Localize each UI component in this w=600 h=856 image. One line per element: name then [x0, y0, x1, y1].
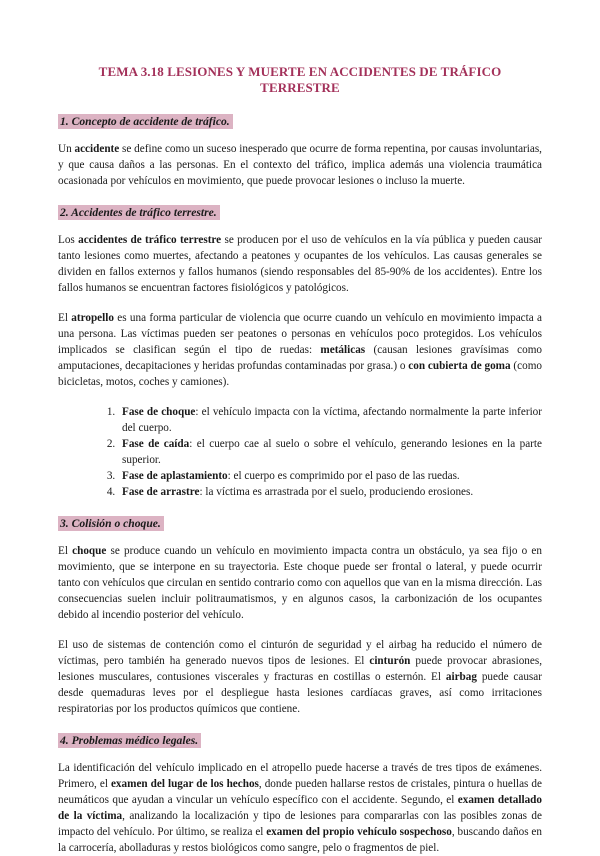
paragraph	[58, 232, 542, 296]
phase-list	[58, 404, 542, 500]
paragraph	[58, 637, 542, 717]
bold-term: con cubierta de goma	[408, 360, 511, 372]
bold-term: airbag	[445, 671, 477, 683]
bold-term: examen detallado de la víctima	[58, 794, 542, 822]
bold-term: metálicas	[320, 344, 366, 356]
text-run: : el cuerpo es comprimido por el paso de las ruedas.	[227, 470, 460, 482]
text-run: : el vehículo impacta con la víctima, afectando normalmente la parte inferior del cuerpo.	[122, 406, 543, 434]
text-run: puede causar desde quemaduras leves por el despliegue hasta lesiones cardíacas graves, así como irritaciones respiratorias por los productos químicos que contiene.	[58, 671, 542, 715]
section-heading: 2. Accidentes de tráfico terrestre.	[58, 205, 220, 220]
text-run: se produce cuando un vehículo en movimiento impacta contra un obstáculo, ya sea fijo o en movimiento, que se interpone en su trayectoria. Este choque puede ser frontal o lateral, y puede ocurrir tanto con vehículos que circulan en sentido contrario como con aquellos que van en la misma dirección. Las consecuencias suelen incluir politraumatismos, y en algunos casos, la carbonización de los ocupantes debido al incendio posterior del vehículo.	[58, 545, 543, 621]
text-run: Un	[58, 143, 75, 155]
text-run: El uso de sistemas de contención como el cinturón de seguridad y el airbag ha reducido el número de víctimas, pero también ha generado nuevos tipos de lesiones. El	[58, 639, 542, 667]
bold-term: atropello	[71, 312, 114, 324]
text-run: , analizando la localización y tipo de lesiones para compararlas con las posibles zonas de impacto del vehículo. Por último, se realiza el	[58, 810, 542, 838]
text-run: La identificación del vehículo implicado en el atropello puede hacerse a través de tres tipos de exámenes. Primero, el	[58, 762, 542, 790]
text-run: es una forma particular de violencia que ocurre cuando un vehículo en movimiento impacta a una persona. Las víctimas pueden ser peatones o personas en vehículos poco protegidos. Los vehículos implicados se clasifican según el tipo de ruedas:	[58, 312, 542, 356]
bold-term: examen del lugar de los hechos	[110, 778, 259, 790]
section-heading-wrap	[58, 514, 542, 532]
text-run: (como bicicletas, motos, coches y camiones).	[58, 360, 542, 388]
section-heading-wrap	[58, 112, 542, 130]
section-heading-wrap	[58, 203, 542, 221]
section-heading: 1. Concepto de accidente de tráfico.	[58, 114, 233, 129]
bold-term: Fase de caída	[122, 438, 190, 450]
section-heading-wrap	[58, 731, 542, 749]
text-run: : la víctima es arrastrada por el suelo, produciendo erosiones.	[199, 486, 474, 498]
paragraph	[58, 760, 542, 856]
list-item	[118, 404, 542, 436]
bold-term: Fase de choque	[122, 406, 196, 418]
bold-term: Fase de arrastre	[122, 486, 200, 498]
section-heading: 3. Colisión o choque.	[58, 516, 164, 531]
text-run: , donde pueden hallarse restos de cristales, pintura o huellas de neumáticos que ayudan a vincular un vehículo específico con el accidente. Segundo, el	[58, 778, 542, 806]
list-item	[118, 484, 542, 500]
document-body	[58, 112, 542, 856]
bold-term: Fase de aplastamiento	[122, 470, 228, 482]
text-run: puede provocar abrasiones, lesiones musculares, contusiones viscerales y fracturas en costillas o esternón. El	[58, 655, 542, 683]
text-run: El	[58, 312, 72, 324]
list-item	[118, 468, 542, 484]
list-item	[118, 436, 542, 468]
bold-term: cinturón	[369, 655, 411, 667]
text-run: , buscando daños en la carrocería, abolladuras y restos biológicos como sangre, pelo o fragmentos de piel.	[58, 826, 542, 854]
page-title: TEMA 3.18 LESIONES Y MUERTE EN ACCIDENTES DE TRÁFICO TERRESTRE	[98, 64, 502, 95]
text-run: El	[58, 545, 73, 557]
text-run: (causan lesiones gravísimas como amputaciones, decapitaciones y heridas profundas contaminadas por grasa.) o	[58, 344, 543, 372]
text-run: : el cuerpo cae al suelo o sobre el vehículo, generando lesiones en la parte superior.	[122, 438, 542, 466]
paragraph	[58, 141, 542, 189]
bold-term: accidentes de tráfico terrestre	[78, 234, 222, 246]
paragraph	[58, 310, 542, 390]
bold-term: examen del propio vehículo sospechoso	[266, 826, 452, 838]
text-run: se define como un suceso inesperado que ocurre de forma repentina, por causas involuntarias, y que causa daños a las personas. En el contexto del tráfico, implica además una violencia traumática ocasionada por vehículos en movimiento, que puede provocar lesiones o incluso la muerte.	[58, 143, 542, 187]
section-heading: 4. Problemas médico legales.	[58, 733, 201, 748]
bold-term: choque	[72, 545, 107, 557]
bold-term: accidente	[74, 143, 120, 155]
text-run: se producen por el uso de vehículos en la vía pública y pueden causar tanto lesiones como muertes, afectando a peatones y ocupantes de los vehículos. Las causas generales se dividen en fallos externos y fallos humanos (siendo responsables del 85-90% de los accidentes). Entre los fallos humanos se encuentran factores fisiológicos y patológicos.	[58, 234, 543, 294]
text-run: Los	[58, 234, 79, 246]
paragraph	[58, 543, 542, 623]
